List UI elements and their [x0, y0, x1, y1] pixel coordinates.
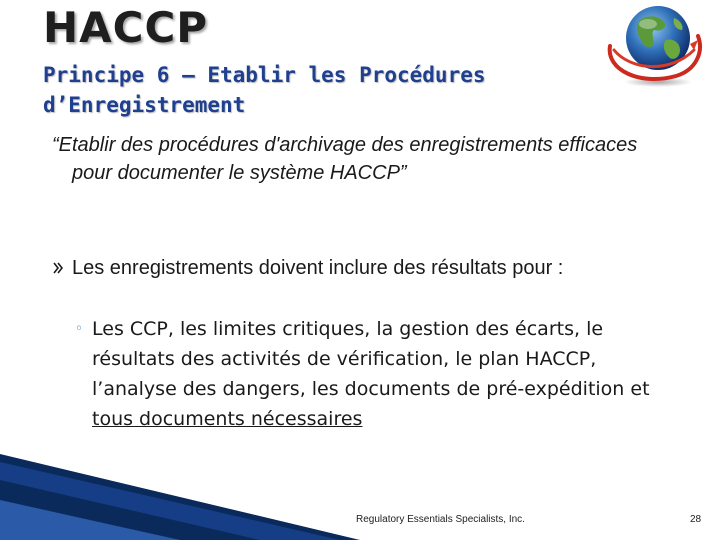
sub-bullet-text-underlined: tous documents nécessaires — [92, 408, 363, 430]
globe-icon — [600, 0, 704, 88]
circle-bullet-icon: ◦ — [74, 321, 84, 337]
slide-number: 28 — [690, 514, 702, 525]
footer-credit: Regulatory Essentials Specialists, Inc. — [356, 514, 525, 525]
slide-title: HACCP — [43, 3, 209, 52]
quote-body: “Etablir des procédures d'archivage des enregistrements efficaces pour documenter le système HACCP” — [52, 134, 638, 184]
quote-text — [52, 131, 642, 187]
slide-subtitle: Principe 6 – Etablir les Procédures d’Enregistrement — [43, 63, 486, 117]
arrow-bullet-icon — [52, 254, 64, 282]
sub-bullet-text — [72, 314, 672, 434]
bullet-item — [52, 254, 652, 282]
bullet-text: Les enregistrements doivent inclure des résultats pour : — [72, 257, 564, 279]
sub-bullet-text-plain: Les CCP, les limites critiques, la gestion des écarts, le résultats des activités de vérification, le plan HACCP, l’analyse des dangers, les documents de pré-expédition et — [92, 318, 650, 400]
corner-decoration — [0, 440, 360, 540]
sub-bullet-item — [72, 314, 672, 434]
